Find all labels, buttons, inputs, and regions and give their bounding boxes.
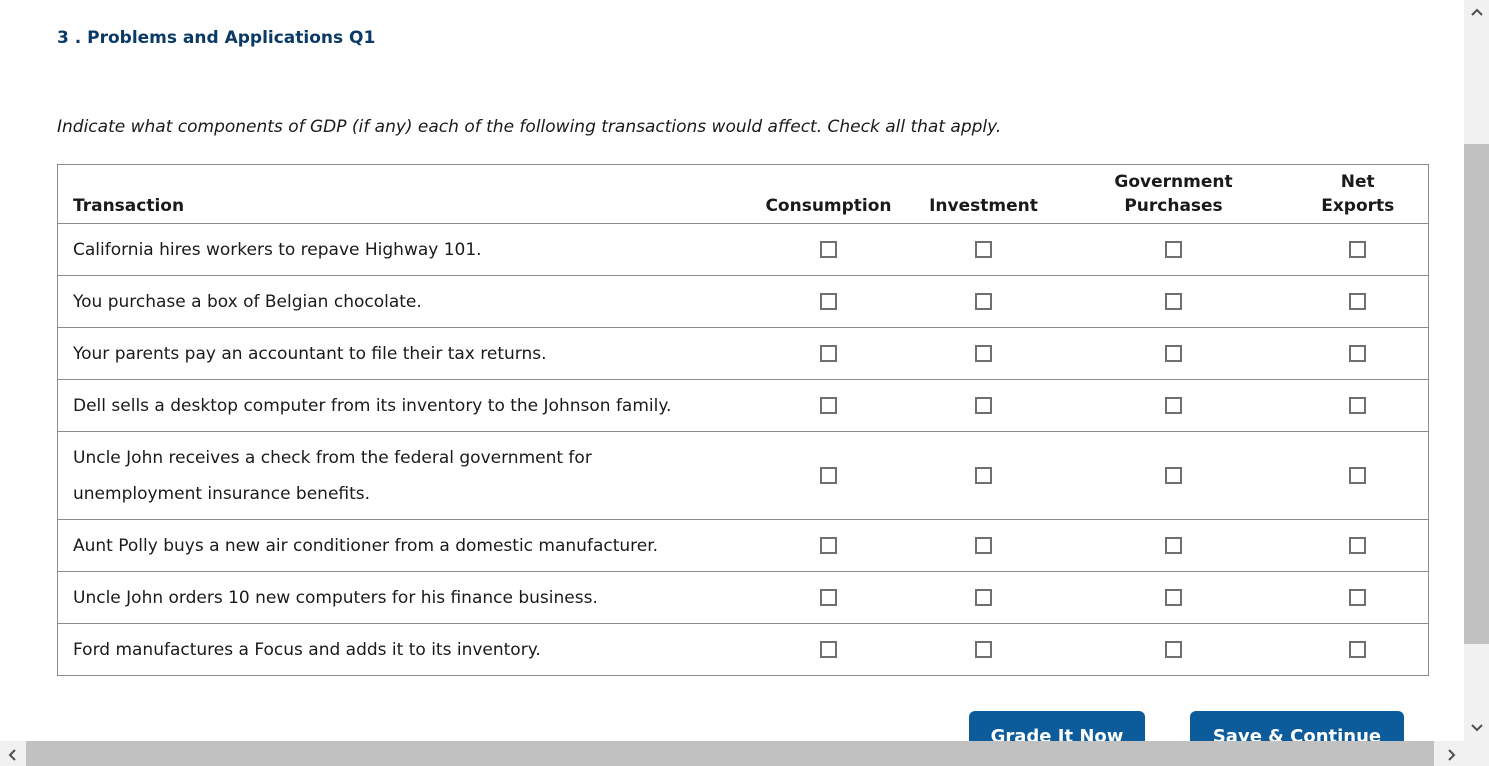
transaction-text-line2: unemployment insurance benefits. xyxy=(73,483,371,504)
consumption-checkbox[interactable] xyxy=(820,293,837,310)
header-net-exports xyxy=(1288,165,1429,224)
cell-government-purchases xyxy=(1060,276,1288,328)
investment-checkbox[interactable] xyxy=(975,641,992,658)
header-netexports-line1: Net xyxy=(1340,172,1375,192)
consumption-checkbox[interactable] xyxy=(820,537,837,554)
net-exports-checkbox[interactable] xyxy=(1349,537,1366,554)
investment-checkbox[interactable] xyxy=(975,397,992,414)
cell-consumption xyxy=(750,572,908,624)
table-row xyxy=(58,624,1429,676)
transaction-text: You purchase a box of Belgian chocolate. xyxy=(58,276,750,328)
cell-investment xyxy=(908,572,1060,624)
consumption-checkbox[interactable] xyxy=(820,397,837,414)
header-government-purchases xyxy=(1060,165,1288,224)
cell-government-purchases xyxy=(1060,432,1288,520)
net-exports-checkbox[interactable] xyxy=(1349,241,1366,258)
header-consumption: Consumption xyxy=(750,165,908,224)
transaction-text: Ford manufactures a Focus and adds it to its inventory. xyxy=(58,624,750,676)
header-government-line1: Government xyxy=(1114,172,1233,192)
table-row xyxy=(58,572,1429,624)
cell-net-exports xyxy=(1288,432,1429,520)
cell-consumption xyxy=(750,380,908,432)
consumption-checkbox[interactable] xyxy=(820,345,837,362)
government-purchases-checkbox[interactable] xyxy=(1165,293,1182,310)
cell-government-purchases xyxy=(1060,624,1288,676)
government-purchases-checkbox[interactable] xyxy=(1165,345,1182,362)
investment-checkbox[interactable] xyxy=(975,589,992,606)
cell-consumption xyxy=(750,328,908,380)
cell-investment xyxy=(908,328,1060,380)
cell-net-exports xyxy=(1288,572,1429,624)
scroll-down-icon[interactable] xyxy=(1464,718,1489,738)
scroll-right-icon[interactable] xyxy=(1440,741,1464,766)
cell-government-purchases xyxy=(1060,224,1288,276)
cell-net-exports xyxy=(1288,624,1429,676)
horizontal-scrollbar[interactable] xyxy=(0,741,1489,766)
cell-government-purchases xyxy=(1060,380,1288,432)
investment-checkbox[interactable] xyxy=(975,293,992,310)
cell-investment xyxy=(908,380,1060,432)
table-row xyxy=(58,328,1429,380)
net-exports-checkbox[interactable] xyxy=(1349,589,1366,606)
cell-consumption xyxy=(750,432,908,520)
transaction-text: Dell sells a desktop computer from its inventory to the Johnson family. xyxy=(58,380,750,432)
cell-investment xyxy=(908,276,1060,328)
scroll-left-icon[interactable] xyxy=(0,741,24,766)
page-title: 3 . Problems and Applications Q1 xyxy=(57,28,376,48)
grade-it-now-button[interactable]: Grade It Now xyxy=(969,711,1145,741)
header-investment: Investment xyxy=(908,165,1060,224)
transaction-text xyxy=(58,432,750,520)
cell-investment xyxy=(908,520,1060,572)
consumption-checkbox[interactable] xyxy=(820,241,837,258)
horizontal-scroll-thumb[interactable] xyxy=(26,741,1434,766)
government-purchases-checkbox[interactable] xyxy=(1165,397,1182,414)
cell-investment xyxy=(908,432,1060,520)
cell-net-exports xyxy=(1288,520,1429,572)
cell-net-exports xyxy=(1288,224,1429,276)
cell-net-exports xyxy=(1288,276,1429,328)
government-purchases-checkbox[interactable] xyxy=(1165,589,1182,606)
table-row xyxy=(58,224,1429,276)
instructions-text: Indicate what components of GDP (if any) each of the following transactions would affect. Check all that apply. xyxy=(57,117,1002,137)
table-row xyxy=(58,432,1429,520)
header-transaction: Transaction xyxy=(58,165,750,224)
investment-checkbox[interactable] xyxy=(975,345,992,362)
scroll-up-icon[interactable] xyxy=(1464,2,1489,22)
transaction-text: Your parents pay an accountant to file their tax returns. xyxy=(58,328,750,380)
transaction-text: California hires workers to repave Highway 101. xyxy=(58,224,750,276)
net-exports-checkbox[interactable] xyxy=(1349,293,1366,310)
government-purchases-checkbox[interactable] xyxy=(1165,537,1182,554)
vertical-scrollbar[interactable] xyxy=(1464,0,1489,741)
gdp-components-table xyxy=(57,164,1429,676)
header-government-line2: Purchases xyxy=(1124,196,1223,216)
table-row xyxy=(58,520,1429,572)
government-purchases-checkbox[interactable] xyxy=(1165,241,1182,258)
transaction-text-line1: Uncle John receives a check from the federal government for xyxy=(73,447,592,468)
cell-net-exports xyxy=(1288,380,1429,432)
table-row xyxy=(58,276,1429,328)
consumption-checkbox[interactable] xyxy=(820,589,837,606)
investment-checkbox[interactable] xyxy=(975,241,992,258)
table-header-row xyxy=(58,165,1429,224)
net-exports-checkbox[interactable] xyxy=(1349,397,1366,414)
vertical-scroll-thumb[interactable] xyxy=(1464,144,1489,644)
transaction-text: Aunt Polly buys a new air conditioner from a domestic manufacturer. xyxy=(58,520,750,572)
cell-government-purchases xyxy=(1060,520,1288,572)
cell-investment xyxy=(908,624,1060,676)
transaction-text: Uncle John orders 10 new computers for his finance business. xyxy=(58,572,750,624)
consumption-checkbox[interactable] xyxy=(820,467,837,484)
table-row xyxy=(58,380,1429,432)
cell-government-purchases xyxy=(1060,572,1288,624)
government-purchases-checkbox[interactable] xyxy=(1165,467,1182,484)
government-purchases-checkbox[interactable] xyxy=(1165,641,1182,658)
header-netexports-line2: Exports xyxy=(1321,196,1395,216)
cell-consumption xyxy=(750,276,908,328)
consumption-checkbox[interactable] xyxy=(820,641,837,658)
save-and-continue-button[interactable]: Save & Continue xyxy=(1190,711,1404,741)
cell-government-purchases xyxy=(1060,328,1288,380)
investment-checkbox[interactable] xyxy=(975,467,992,484)
net-exports-checkbox[interactable] xyxy=(1349,467,1366,484)
cell-consumption xyxy=(750,224,908,276)
cell-consumption xyxy=(750,520,908,572)
cell-net-exports xyxy=(1288,328,1429,380)
net-exports-checkbox[interactable] xyxy=(1349,641,1366,658)
cell-investment xyxy=(908,224,1060,276)
cell-consumption xyxy=(750,624,908,676)
investment-checkbox[interactable] xyxy=(975,537,992,554)
net-exports-checkbox[interactable] xyxy=(1349,345,1366,362)
